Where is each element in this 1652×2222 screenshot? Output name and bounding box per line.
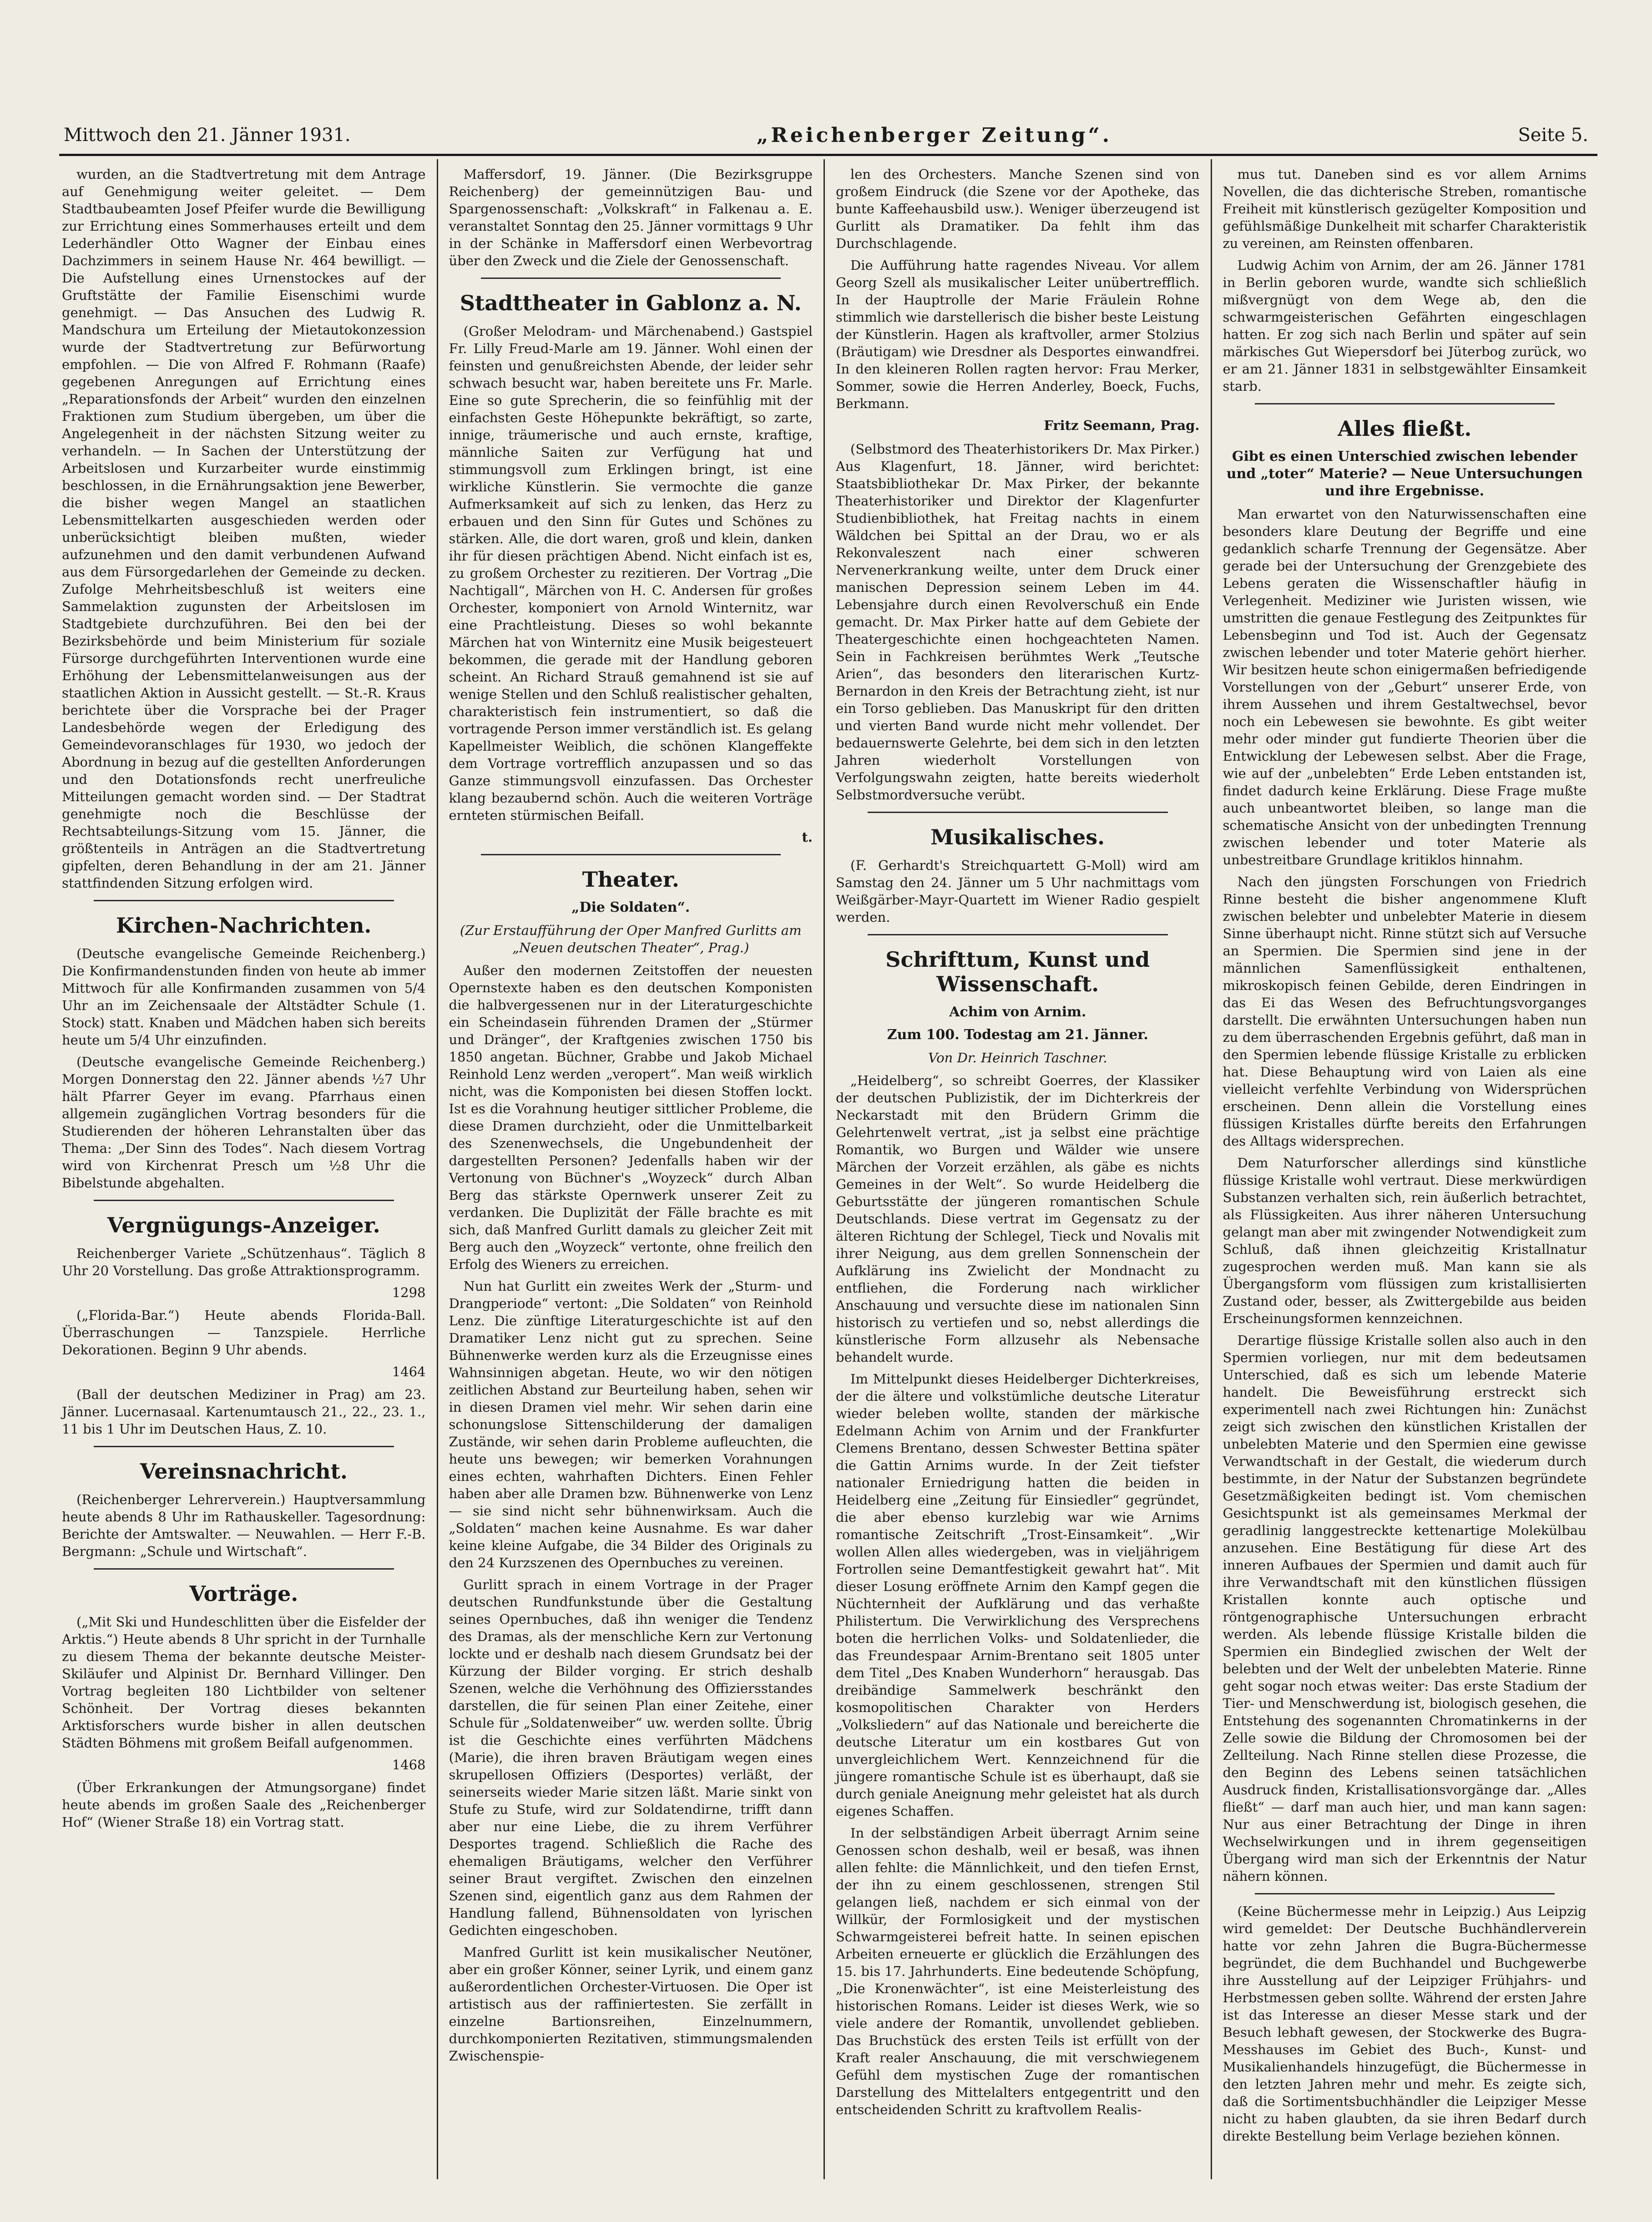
article-text: (Deutsche evangelische Gemeinde Reichenberg.) Die Konfirmandenstunden finden von heute ab immer Mittwoch für alle Konfirmanden zusammen von 5/4 Uhr an im Zeichensaale der Altstädter Schule (1. Stock) statt. Knaben und Mädchen haben sich bereits heute um 5/4 Uhr einzufinden. [62, 946, 426, 1048]
article-text: Die Aufführung hatte ragendes Niveau. Vor allem Georg Szell als musikalischer Leiter unübertrefflich. In der Hauptrolle der Marie Fräulein Rohne stimmlich wie darstellerisch die bisher beste Leistung der Künstlerin. Hagen als kraftvoller, armer Stolzius (Bräutigam) wie Dresdner als Desportes einwandfrei. In den kleineren Rollen ragten hervor: Frau Merker, Sommer, sowie die Herren Anderley, Boeck, Fuchs, Berkmann. [836, 258, 1200, 411]
section-heading-kirchen: Kirchen-Nachrichten. [116, 913, 372, 938]
ad-number-row [62, 1284, 426, 1301]
divider [1255, 1893, 1555, 1894]
article-text: („Mit Ski und Hundeschlitten über die Eisfelder der Arktis.“) Heute abends 8 Uhr spricht in der Turnhalle zu diesem Thema der bekannte deutsche Meister-Skiläufer und Alpinist Dr. Bernhard Villinger. Den Vortrag begleiten 180 Lichtbilder von seltener Schönheit. Der Vortrag dieses bekannten Arktisforschers wurde bisher in allen deutschen Städten Böhmens mit großem Beifall aufgenommen. [62, 1614, 426, 1751]
column-2 [437, 159, 824, 2179]
article-text: (Keine Büchermesse mehr in Leipzig.) Aus Leipzig wird gemeldet: Der Deutsche Buchhändlerverein hatte vor zehn Jahren die Bugra-Büchermesse begründet, die dem Buchhandel und Buchgewerbe ihre Ausstellung auf der Leipziger Frühjahrs- und Herbstmessen geben sollte. Während der ersten Jahre ist das Interesse an dieser Messe stark und der Besuch lebhaft gewesen, der Stockwerke des Bugra-Messhauses im Gebiet des Buch-, Kunst- und Musikalienhandels hinzugefügt, die Büchermesse in den letzten Jahren mehr und mehr. Es zeigte sich, daß die Sortimentsbuchhändler die Leipziger Messe nicht zu haben glaubten, da sie ihren Bedarf durch direkte Bestellung beim Verlage beziehen können. [1223, 1904, 1586, 2144]
masthead: „Reichenberger Zeitung“. [757, 123, 1112, 147]
article-text: (Deutsche evangelische Gemeinde Reichenberg.) Morgen Donnerstag den 22. Jänner abends ½7 Uhr hält Pfarrer Geyer im evang. Pfarrhaus einen allgemein zugänglichen Vortrag besonders für die Studierenden der höheren Lehranstalten über das Thema: „Der Sinn des Todes“. Nach diesem Vortrag wird von Kirchenrat Presch um ½8 Uhr die Bibelstunde abgehalten. [62, 1054, 426, 1191]
page-header [64, 119, 1588, 151]
header-date: Mittwoch den 21. Jänner 1931. [64, 125, 351, 146]
article-text: len des Orchesters. Manche Szenen sind von großem Eindruck (die Szene vor der Apotheke, das bunte Kaffeehausbild usw.). Weniger überzeugend ist Gurlitt als Dramatiker. Da fehlt ihm das Durchschlagende. [836, 167, 1200, 251]
ad-number-row [62, 1363, 426, 1380]
article-text: „Heidelberg“, so schreibt Goerres, der Klassiker der deutschen Publizistik, der im Dichterkreis der Neckarstadt mit den Brüdern Grimm die Gelehrtenwelt vertrat, „ist ja selbst eine prächtige Romantik, wo Burgen und Wälder wie unsere Märchen der Vorzeit erzählen, als gäbe es nichts Gemeines in der Welt“. So wurde Heidelberg die Geburtsstätte der jüngeren romantischen Schule Deutschlands. Diese vertrat im Gegensatz zu der älteren Richtung der Schlegel, Tieck und Novalis mit ihrer Neigung, aus dem grellen Sonnenschein der Aufklärung ins Zwielicht der Mondnacht zu entfliehen, die Forderung nach wirklicher Anschauung und versuchte diese im nationalen Sinn historisch zu vertiefen und so, nebst allerdings die künstlerische Form allzusehr als Nebensache behandelt wurde. [836, 1073, 1200, 1365]
article-text: wurden, an die Stadtvertretung mit dem Antrage auf Genehmigung weiter geleitet. — Dem Stadtbaubeamten Josef Pfeifer wurde die Bewilligung zur Errichtung eines Sommerhauses erteilt und dem Lederhändler Otto Wagner der Einbau eines Dachzimmers in seinem Hause Nr. 464 bewilligt. — Die Aufstellung eines Urnenstockes auf der Gruftstätte der Familie Eisenschimi wurde genehmigt. — Das Ansuchen des Ludwig R. Mandschura um Erteilung der Mietautokonzession wurde der Stadtvertretung zur Befürwortung empfohlen. — Die von Alfred F. Rohmann (Raafe) gegebenen Anregungen auf Errichtung eines „Reparationsfonds der Arbeit“ wurden den einzelnen Fraktionen zum Studium übergeben, um über die Angelegenheit in der nächsten Sitzung weiter zu verhandeln. — In Sachen der Unterstützung der Arbeitslosen und Kurzarbeiter wurde einstimmig beschlossen, in die Ernährungsaktion jene Bewerber, die bisher wegen Mangel an staatlichen Lebensmittelkarten ausgeschieden werden oder unberücksichtigt bleiben mußten, wieder aufzunehmen und den damit verbundenen Aufwand aus dem Fürsorgedarlehen der Gemeinde zu decken. Zufolge Mehrheitsbeschluß ist weiters eine Sammelaktion zugunsten der Arbeitslosen im Stadtgebiete durchzuführen. Bei den bei der Bezirksbehörde und beim Ministerium für soziale Fürsorge durchgeführten Interventionen wurde eine Erhöhung der Lebensmittelanweisungen aus der staatlichen Aktion in Aussicht gestellt. — St.-R. Kraus berichtete über die Vorsprache bei der Prager Landesbehörde wegen der Erledigung des Gemeindevoranschlages für 1930, wo jedoch der Abordnung in bezug auf die gestellten Anforderungen und den Dotationsfonds recht unerfreuliche Mitteilungen gemacht worden sind. — Der Stadtrat genehmigte noch die Beschlüsse der Rechtsabteilungs-Sitzung vom 15. Jänner, die größtenteils in Anträgen an die Stadtvertretung gipfelten, deren Behandlung in der am 21. Jänner stattfindenden Sitzung erfolgen wird. [62, 167, 426, 891]
divider [481, 278, 781, 279]
article-text: Nun hat Gurlitt ein zweites Werk der „Sturm- und Drangperiode“ vertont: „Die Soldaten“ von Reinhold Lenz. Die zünftige Literaturgeschichte ist auf den Dramatiker Lenz nicht gut zu sprechen. Seine Bühnenwerke werden kurz als die Erzeugnisse eines Wahnsinnigen abgetan. Heute, wo wir den nötigen zeitlichen Abstand zur Beurteilung haben, sehen wir in diesen Dramen viel mehr. Wir sehen darin eine schonungslose Sittenschilderung der damaligen Zustände, wir sehen darin Probleme aufleuchten, die heute uns bewegen; wir bemerken Vorahnungen eines echten, wahrhaften Dichters. Einen Fehler haben aber alle Dramen bzw. Bühnenwerke von Lenz — sie sind nicht sehr bühnenwirksam. Auch die „Soldaten“ machen keine Ausnahme. Es war daher keine kleine Aufgabe, die 34 Bilder des Originals zu den 24 Kurzszenen des Opernbuches zu vereinen. [449, 1278, 813, 1571]
divider [94, 1568, 394, 1570]
article-text: In der selbständigen Arbeit überragt Arnim seine Genossen schon deshalb, weil er besaß, was ihnen allen fehlte: die Männlichkeit, und den tiefen Ernst, der ihn zu einem geschlossenen, strengen Stil gelangen ließ, nachdem er sich einmal von der Willkür, der Formlosigkeit und der mystischen Schwarmgeisterei befreit hatte. In seinen epischen Arbeiten erneuerte er glücklich die Erzählungen des 15. bis 17. Jahrhunderts. Eine bedeutende Schöpfung, „Die Kronenwächter“, ist eine Meisterleistung des historischen Romans. Leider ist dieses Werk, wie so viele andere der Romantik, unvollendet geblieben. Das Bruchstück des ersten Teils ist erfüllt von der Kraft realer Anschauung, die mit verschwiegenem Gefühl dem mystischen Zuge der romantischen Darstellung des Mittelalters entgegentritt und den entscheidenden Schritt zu kraftvollem Realis- [836, 1825, 1200, 2117]
article-text: (Über Erkrankungen der Atmungsorgane) findet heute abends im großen Saale des „Reichenberger Hof“ (Wiener Straße 18) ein Vortrag statt. [62, 1780, 426, 1830]
article-text: Nach den jüngsten Forschungen von Friedrich Rinne besteht die bisher angenommene Kluft zwischen belebter und unbelebter Materie in diesem Sinne überhaupt nicht. Rinne stützt sich auf Versuche an Spermien. Die Spermien sind jene in der männlichen Samenflüssigkeit enthaltenen, mikroskopisch feinen Gebilde, deren Eindringen in das Ei das Wesen des Befruchtungsvorganges darstellt. Die erwähnten Untersuchungen haben nun zu dem überraschenden Ergebnis geführt, daß man in den Spermien lebende flüssige Kristalle zu erblicken hat. Diese Behauptung wird von Laien als eine vielleicht verfehlte Verbindung von Widersprüchen erscheinen. Denn allein die Vorstellung eines flüssigen Kristalles dürfte bereits den Erfahrungen des Alltags widersprechen. [1223, 874, 1586, 1149]
article-text: (F. Gerhardt's Streichquartett G-Moll) wird am Samstag den 24. Jänner um 5 Uhr nachmittags vom Weißgärber-Mayr-Quartett im Wiener Radio gespielt werden. [836, 858, 1200, 925]
section-heading-schrifttum: Schrifttum, Kunst und Wissenschaft. [885, 947, 1150, 996]
signature: Fritz Seemann, Prag. [1044, 418, 1200, 433]
article-title: Achim von Arnim. [949, 1004, 1086, 1020]
column-3 [823, 159, 1211, 2179]
article-text: Dem Naturforscher allerdings sind künstliche flüssige Kristalle wohl vertraut. Diese merkwürdigen Substanzen verhalten sich, rein äußerlich betrachtet, als Flüssigkeiten. Aus ihrer näheren Untersuchung gelangt man aber mit zwingender Notwendigkeit zum Schluß, daß ihnen gleichzeitig Kristallnatur zugesprochen werden muß. Man kann sie als Übergangsform vom flüssigen zum kristallisierten Zustand oder, besser, als Zwittergebilde aus beiden Erscheinungsformen kennzeichnen. [1223, 1155, 1586, 1326]
divider [868, 812, 1168, 813]
divider [94, 900, 394, 901]
ad-number: 1464 [392, 1364, 426, 1379]
article-text: Manfred Gurlitt ist kein musikalischer Neutöner, aber ein großer Könner, seiner Lyrik, und einem ganz außerordentlichen Orchester-Virtuosen. Die Oper ist artistisch aus der raffiniertesten. Sie zerfällt in einzelne Bartionsreihen, Einzelnummern, durchkomponierten Rezitativen, stimmungsmalenden Zwischenspie- [449, 1944, 813, 2064]
section-heading-musik: Musikalisches. [930, 825, 1105, 849]
article-subtitle: Zum 100. Todestag am 21. Jänner. [887, 1027, 1148, 1043]
divider [868, 934, 1168, 935]
section-heading-verein: Vereinsnachricht. [140, 1459, 348, 1484]
article-text: Im Mittelpunkt dieses Heidelberger Dichterkreises, der die ältere und volkstümliche deutsche Literatur wieder beleben wollte, standen der märkische Edelmann Achim von Arnim und der Frankfurter Clemens Brentano, dessen Schwester Bettina später die Gattin Arnims wurde. In der Zeit tiefster nationaler Erniedrigung hatten die beiden in Heidelberg eine „Zeitung für Einsiedler“ gegründet, die aber ebenso kurzlebig war wie Arnims romantische Zeitschrift „Trost-Einsamkeit“. „Wir wollen Allen alles wiedergeben, was in vieljährigem Fortrollen seine Demantfestigkeit gewahrt hat“. Mit dieser Losung eröffnete Arnim den Kampf gegen die Nüchternheit der Aufklärung und das verhaßte Philistertum. Die Verwirklichung des Versprechens boten die herrlichen Volks- und Soldatenlieder, die das Freundespaar Arnim-Brentano seit 1805 unter dem Titel „Des Knaben Wunderhorn“ herausgab. Das dreibändige Sammelwerk beschränkt den kosmopolitischen Charakter von Herders „Volksliedern“ auf das Nationale und bereicherte die deutsche Literatur um ein kostbares Gut von unvergleichlichem Wert. Kennzeichnend für die jüngere romantische Schule ist es überhaupt, daß sie durch geniale Aneignung mehr geleistet hat als durch eigenes Schaffen. [836, 1371, 1200, 1819]
ad-number-row [62, 1756, 426, 1773]
ad-text: (Ball der deutschen Mediziner in Prag) am 23. Jänner. Lucernasaal. Kartenumtausch 21., 22., 23. 1., 11 bis 1 Uhr im Deutschen Haus, Z. 10. [62, 1387, 426, 1437]
section-heading-stadttheater: Stadttheater in Gablonz a. N. [460, 291, 802, 315]
article-text: (Großer Melodram- und Märchenabend.) Gastspiel Fr. Lilly Freud-Marle am 19. Jänner. Wohl einen der feinsten und genußreichsten Abende, der leider sehr schwach besucht war, haben bereitete uns Fr. Marle. Eine so gute Sprecherin, die so feinfühlig mit der einfachsten Geste Höhepunkte bekräftigt, so zarte, innige, träumerische und auch ernste, kraftige, männliche Saiten zur Verfügung hat und stimmungsvoll zum Erklingen bringt, ist eine wirkliche Künstlerin. Sie vermochte die ganze Aufmerksamkeit auf sich zu lenken, das Herz zu erbauen und den Sinn für Gutes und Schönes zu stärken. Alle, die dort waren, groß und klein, danken ihr für diesen prächtigen Abend. Nicht einfach ist es, zu großem Orchester zu rezitieren. Der Vortrag „Die Nachtigall“, Märchen von H. C. Andersen für großes Orchester, komponiert von Arnold Winternitz, war eine Prachtleistung. Dieses so wohl bekannte Märchen hat von Winternitz eine Musik beigesteuert bekommen, die gerade mit der Handlung geboren scheint. An Richard Strauß gemahnend ist sie auf wenige Stellen und den Schluß realistischer gehalten, charakteristisch fein instrumentiert, so daß die vortragende Person immer verständlich ist. Es gelang Kapellmeister Weiblich, die schönen Klangeffekte dem Vortrage vortrefflich anzupassen und so das Ganze stimmungsvoll einzufassen. Das Orchester klang bezaubernd schön. Auch die weiteren Vorträge ernteten stürmischen Beifall. [449, 323, 813, 823]
article-text: Außer den modernen Zeitstoffen der neuesten Opernstexte haben es den deutschen Komponisten die halbvergessenen nur in der Literaturgeschichte ein Scheindasein führenden Dramen der „Stürmer und Dränger“, der Kraftgenies zwischen 1750 bis 1850 angetan. Büchner, Grabbe und Jakob Michael Reinhold Lenz werden „veropert“. Man weiß wirklich nicht, was die Komponisten bei diesen Stoffen lockt. Ist es die Vorahnung heutiger sittlicher Probleme, die diese Dramen durchzieht, oder die Unmittelbarkeit des Szenenwechsels, die Ungebundenheit der dargestellten Personen? Jedenfalls haben wir der Vertonung von Büchner's „Woyzeck“ durch Alban Berg das stärkste Opernwerk unserer Zeit zu verdanken. Die Duplizität der Fälle brachte es mit sich, daß Manfred Gurlitt damals zu gleicher Zeit mit Berg auch den „Woyzeck“ vertonte, ohne freilich den Erfolg des Wieners zu erreichen. [449, 963, 813, 1272]
article-text: (Selbstmord des Theaterhistorikers Dr. Max Pirker.) Aus Klagenfurt, 18. Jänner, wird berichtet: Staatsbibliothekar Dr. Max Pirker, der bekannte Theaterhistoriker und Direktor der Klagenfurter Studienbibliothek, hat Freitag nachts in einem Wäldchen bei Spittal an der Drau, wo er als Rekonvaleszent nach einer schweren Nervenerkrankung weilte, unter dem Druck einer manischen Depression seinem Leben im 44. Lebensjahre durch einen Revolverschuß ein Ende gemacht. Dr. Max Pirker hatte auf dem Gebiete der Theatergeschichte einen hochgeachteten Namen. Sein in Fachkreisen berühmtes Werk „Teutsche Arien“, das besonders den literarischen Kurtz-Bernardon in den Kreis der Betrachtung zieht, ist nur ein Torso geblieben. Das Manuskript für den dritten und vierten Band wurde nicht mehr vollendet. Der bedauernswerte Gelehrte, bei dem sich in den letzten Jahren wiederholt Vorstellungen von Verfolgungswahn zeigten, hatte bereits wiederholt Selbstmordversuche verübt. [836, 441, 1200, 803]
article-text: Ludwig Achim von Arnim, der am 26. Jänner 1781 in Berlin geboren wurde, wandte sich schließlich mißvergnügt von dem Wege ab, den die schwarmgeisterischen Gefährten eingeschlagen hatten. Er zog sich nach Berlin und später auf sein märkisches Gut Wiepersdorf bei Jüterbog zurück, wo er am 21. Jänner 1831 in selbstgewählter Einsamkeit starb. [1223, 258, 1586, 394]
columns [59, 159, 1597, 2179]
article-text: Derartige flüssige Kristalle sollen also auch in den Spermien vorliegen, nur mit dem bedeutsamen Unterschied, daß es sich um lebende Materie handelt. Die Beweisführung erstreckt sich experimentell nach zwei Richtungen hin: Zunächst zeigt sich zwischen den künstlichen Kristallen der unbelebten Materie und den Spermien eine gewisse Verwandtschaft in der Gestalt, die wiederum durch bestimmte, in der Natur der Substanzen begründete Gesetzmäßigkeiten bedingt ist. Vom chemischen Gesichtspunkt ist als gemeinsames Merkmal der geradlinig langgestreckte kettenartige Molekülbau anzusehen. Eine Bestätigung für diese Art des inneren Aufbaues der Spermien und damit auch für ihre Verwandtschaft mit den künstlichen flüssigen Kristallen konnte auch optische und röntgenographische Untersuchungen erbracht werden. Als lebende flüssige Kristalle bilden die Spermien ein Bindeglied zwischen der Welt der belebten und der Welt der unbelebten Materie. Rinne geht sogar noch etwas weiter: Das erste Stadium der Tier- und Menschwerdung ist, biologisch gesehen, die Entstehung des sogenannten Chromatinkerns in der Zelle sowie die Bildung der Chromosomen bei der Zellteilung. Nach Rinne stellen diese Prozesse, die den Beginn des Lebens seinen tatsächlichen Ausdruck finden, Kristallisationsvorgänge dar. „Alles fließt“ — darf man auch hier, und man kann sagen: Nur aus einer Betrachtung der Dinge in ihren Wechselwirkungen und in ihrem gegenseitigen Übergang wird man sich der Erkenntnis der Natur nähern können. [1223, 1333, 1586, 1884]
article-text: (Reichenberger Lehrerverein.) Hauptversammlung heute abends 8 Uhr im Rathauskeller. Tagesordnung: Berichte der Amtswalter. — Neuwahlen. — Herr F.-B. Bergmann: „Schule und Wirtschaft“. [62, 1492, 426, 1559]
article-text: Man erwartet von den Naturwissenschaften eine besonders klare Deutung der Begriffe und eine gedanklich scharfe Trennung der Gegensätze. Aber gerade bei der Untersuchung der Grenzgebiete des Lebens geraten die Wissenschaftler häufig in Verlegenheit. Mediziner wie Juristen wissen, wie umstritten die genaue Festlegung des Zeitpunktes für Lebensbeginn und Tod ist. Auch der Gegensatz zwischen lebender und toter Materie gehört hierher. Wir besitzen heute schon einigermaßen befriedigende Vorstellungen von der „Geburt“ unserer Erde, von ihrem Aussehen und ihrem Gestaltwechsel, bevor noch ein Lebewesen sie bewohnte. Es gibt weiter mehr oder minder gut fundierte Theorien über die Entwicklung der Lebewesen selbst. Aber die Frage, wie auf der „unbelebten“ Erde Leben entstanden ist, findet dadurch keine Erklärung. Diese Frage mußte auch unbeantwortet bleiben, so lange man die schematische Ansicht von der unbedingten Trennung zwischen lebender und toter Materie als unbestreitbare Grundlage kritiklos hinnahm. [1223, 506, 1586, 868]
section-heading-vortraege: Vorträge. [189, 1581, 298, 1606]
column-1 [59, 159, 437, 2179]
section-heading-theater: Theater. [582, 867, 679, 892]
article-text: Maffersdorf, 19. Jänner. (Die Bezirksgruppe Reichenberg) der gemeinnützigen Bau- und Spargenossenschaft: „Volkskraft“ in Falkenau a. E. veranstaltet Sonntag den 25. Jänner vormittags 9 Uhr in der Schänke in Maffersdorf einen Werbevortrag über den Zweck und die Ziele der Genossenschaft. [449, 167, 813, 268]
column-4 [1211, 159, 1598, 2179]
divider [94, 1446, 394, 1447]
ad-text: Reichenberger Variete „Schützenhaus“. Täglich 8 Uhr 20 Vorstellung. Das große Attraktionsprogramm. [62, 1246, 426, 1278]
article-text: mus tut. Daneben sind es vor allem Arnims Novellen, die das dichterische Streben, romantische Freiheit mit künstlerisch gezügelter Komposition und gefühlsmäßige Dunkelheit mit scharfer Charakteristik zu vereinen, am Reinsten offenbaren. [1223, 167, 1586, 251]
section-heading-alles-fliesst: Alles fließt. [1338, 416, 1472, 441]
article-text: Gurlitt sprach in einem Vortrage in der Prager deutschen Rundfunkstunde über die Gestaltung seines Opernbuches, daß ihn weniger die Tendenz des Dramas, als der menschliche Kern zur Vertonung lockte und er deshalb nach diesem Grundsatz bei der Kürzung der Bilder vorging. Er strich deshalb Szenen, welche die Verhöhnung des Offiziersstandes darstellen, die für seinen Plan einer Zeitehe, einer Schule für „Soldatenweiber“ uw. werden sollte. Übrig ist die Geschichte eines verführten Mädchens (Marie), die ihren braven Bräutigam wegen eines skrupellosen Offiziers (Desportes) verläßt, der seinerseits wieder Marie sitzen läßt. Marie sinkt von Stufe zu Stufe, wird zur Soldatendirne, trifft dann aber nur eine Liebe, die zu ihrem Verführer Desportes tragend. Schließlich die Rache des ehemaligen Bräutigams, welcher den Verführer seiner Braut vergiftet. Zwischen den einzelnen Szenen sind, eigentlich ganz aus dem Rahmen der Handlung fallend, Bühnensoldaten von lyrischen Gedichten eingeschoben. [449, 1577, 813, 1938]
signature: t. [802, 829, 813, 845]
divider [1255, 403, 1555, 404]
divider [94, 1200, 394, 1201]
page-number: Seite 5. [1518, 125, 1588, 146]
ad-number: 1298 [392, 1285, 426, 1300]
article-author: Von Dr. Heinrich Taschner. [928, 1050, 1107, 1066]
article-title: „Die Soldaten“. [571, 899, 690, 915]
divider [481, 854, 781, 855]
ad-text: („Florida-Bar.“) Heute abends Florida-Ball. Überraschungen — Tanzspiele. Herrliche Dekorationen. Beginn 9 Uhr abends. [62, 1308, 426, 1358]
article-subtitle: (Zur Erstaufführung der Oper Manfred Gurlitts am „Neuen deutschen Theater“, Prag.) [460, 923, 802, 955]
header-rule [59, 154, 1597, 156]
section-heading-vergnuegungen: Vergnügungs-Anzeiger. [107, 1213, 380, 1237]
ad-number: 1468 [392, 1757, 426, 1773]
article-subtitle: Gibt es einen Unterschied zwischen lebender und „toter“ Materie? — Neue Untersuchungen und ihre Ergebnisse. [1226, 449, 1583, 499]
